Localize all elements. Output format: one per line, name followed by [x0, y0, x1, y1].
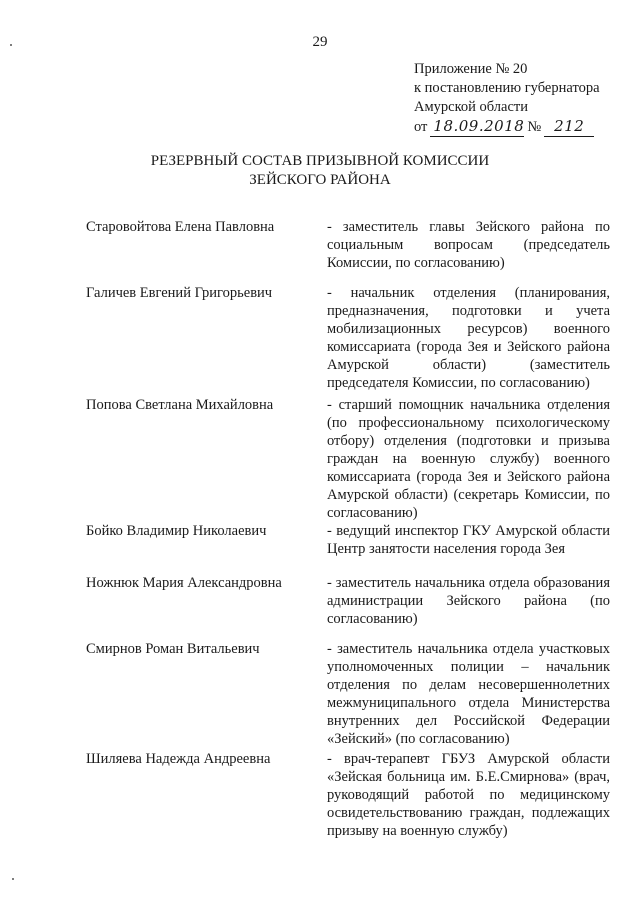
member-role: - ведущий инспектор ГКУ Амурской области Центр занятости населения города Зея — [327, 523, 610, 557]
title-line-1: РЕЗЕРВНЫЙ СОСТАВ ПРИЗЫВНОЙ КОМИССИИ — [150, 153, 490, 169]
scan-speck — [12, 878, 14, 880]
member-role: - заместитель начальника отдела образования администрации Зейского района (по согласованию) — [327, 575, 610, 627]
handwritten-number: 212 — [544, 117, 594, 137]
member-name: Шиляева Надежда Андреевна — [86, 751, 271, 767]
member-role: - начальник отделения (планирования, предназначения, подготовки и учета мобилизационных ресурсов) военного комиссариата (города Зея и Зейского района Амурской области) (заместитель председателя Комиссии, по согласованию) — [327, 285, 610, 391]
member-name: Бойко Владимир Николаевич — [86, 523, 267, 539]
member-role: - заместитель главы Зейского района по социальным вопросам (председатель Комиссии, по согласованию) — [327, 219, 610, 271]
number-label: № — [527, 119, 542, 135]
member-name: Ножнюк Мария Александровна — [86, 575, 282, 591]
member-name: Старовойтова Елена Павловна — [86, 219, 275, 235]
member-name: Смирнов Роман Витальевич — [86, 641, 260, 657]
appendix-line-1: Приложение № 20 — [414, 61, 528, 77]
member-name: Попова Светлана Михайловна — [86, 397, 274, 413]
handwritten-date: 18.09.2018 — [430, 117, 524, 137]
title-line-2: ЗЕЙСКОГО РАЙОНА — [249, 172, 391, 188]
scan-speck — [10, 44, 12, 46]
member-role: - заместитель начальника отдела участковых уполномоченных полиции – начальник отделения по делам несовершеннолетних межмуниципального отдела Министерства внутренних дел Российской Федерации «Зейский» (по согласованию) — [327, 641, 610, 747]
member-name: Галичев Евгений Григорьевич — [86, 285, 273, 301]
appendix-line-2: к постановлению губернатора — [414, 80, 600, 96]
member-role: - старший помощник начальника отделения (по профессиональному психологическому отбору) отделения (подготовки и призыва граждан на военную службу) военного комиссариата (города Зея и Зейского района Амурской области) (секретарь Комиссии, по согласованию) — [327, 397, 610, 521]
member-role: - врач-терапевт ГБУЗ Амурской области «Зейская больница им. Б.Е.Смирнова» (врач, руководящий работой по медицинскому освидетельствованию граждан, подлежащих призыву на военную службу) — [327, 751, 610, 839]
appendix-line-3: Амурской области — [414, 99, 528, 115]
appendix-block — [414, 60, 600, 137]
from-label: от — [414, 119, 428, 135]
document-title — [0, 152, 640, 190]
page-number: 29 — [312, 34, 328, 50]
appendix-date-line — [414, 117, 600, 137]
